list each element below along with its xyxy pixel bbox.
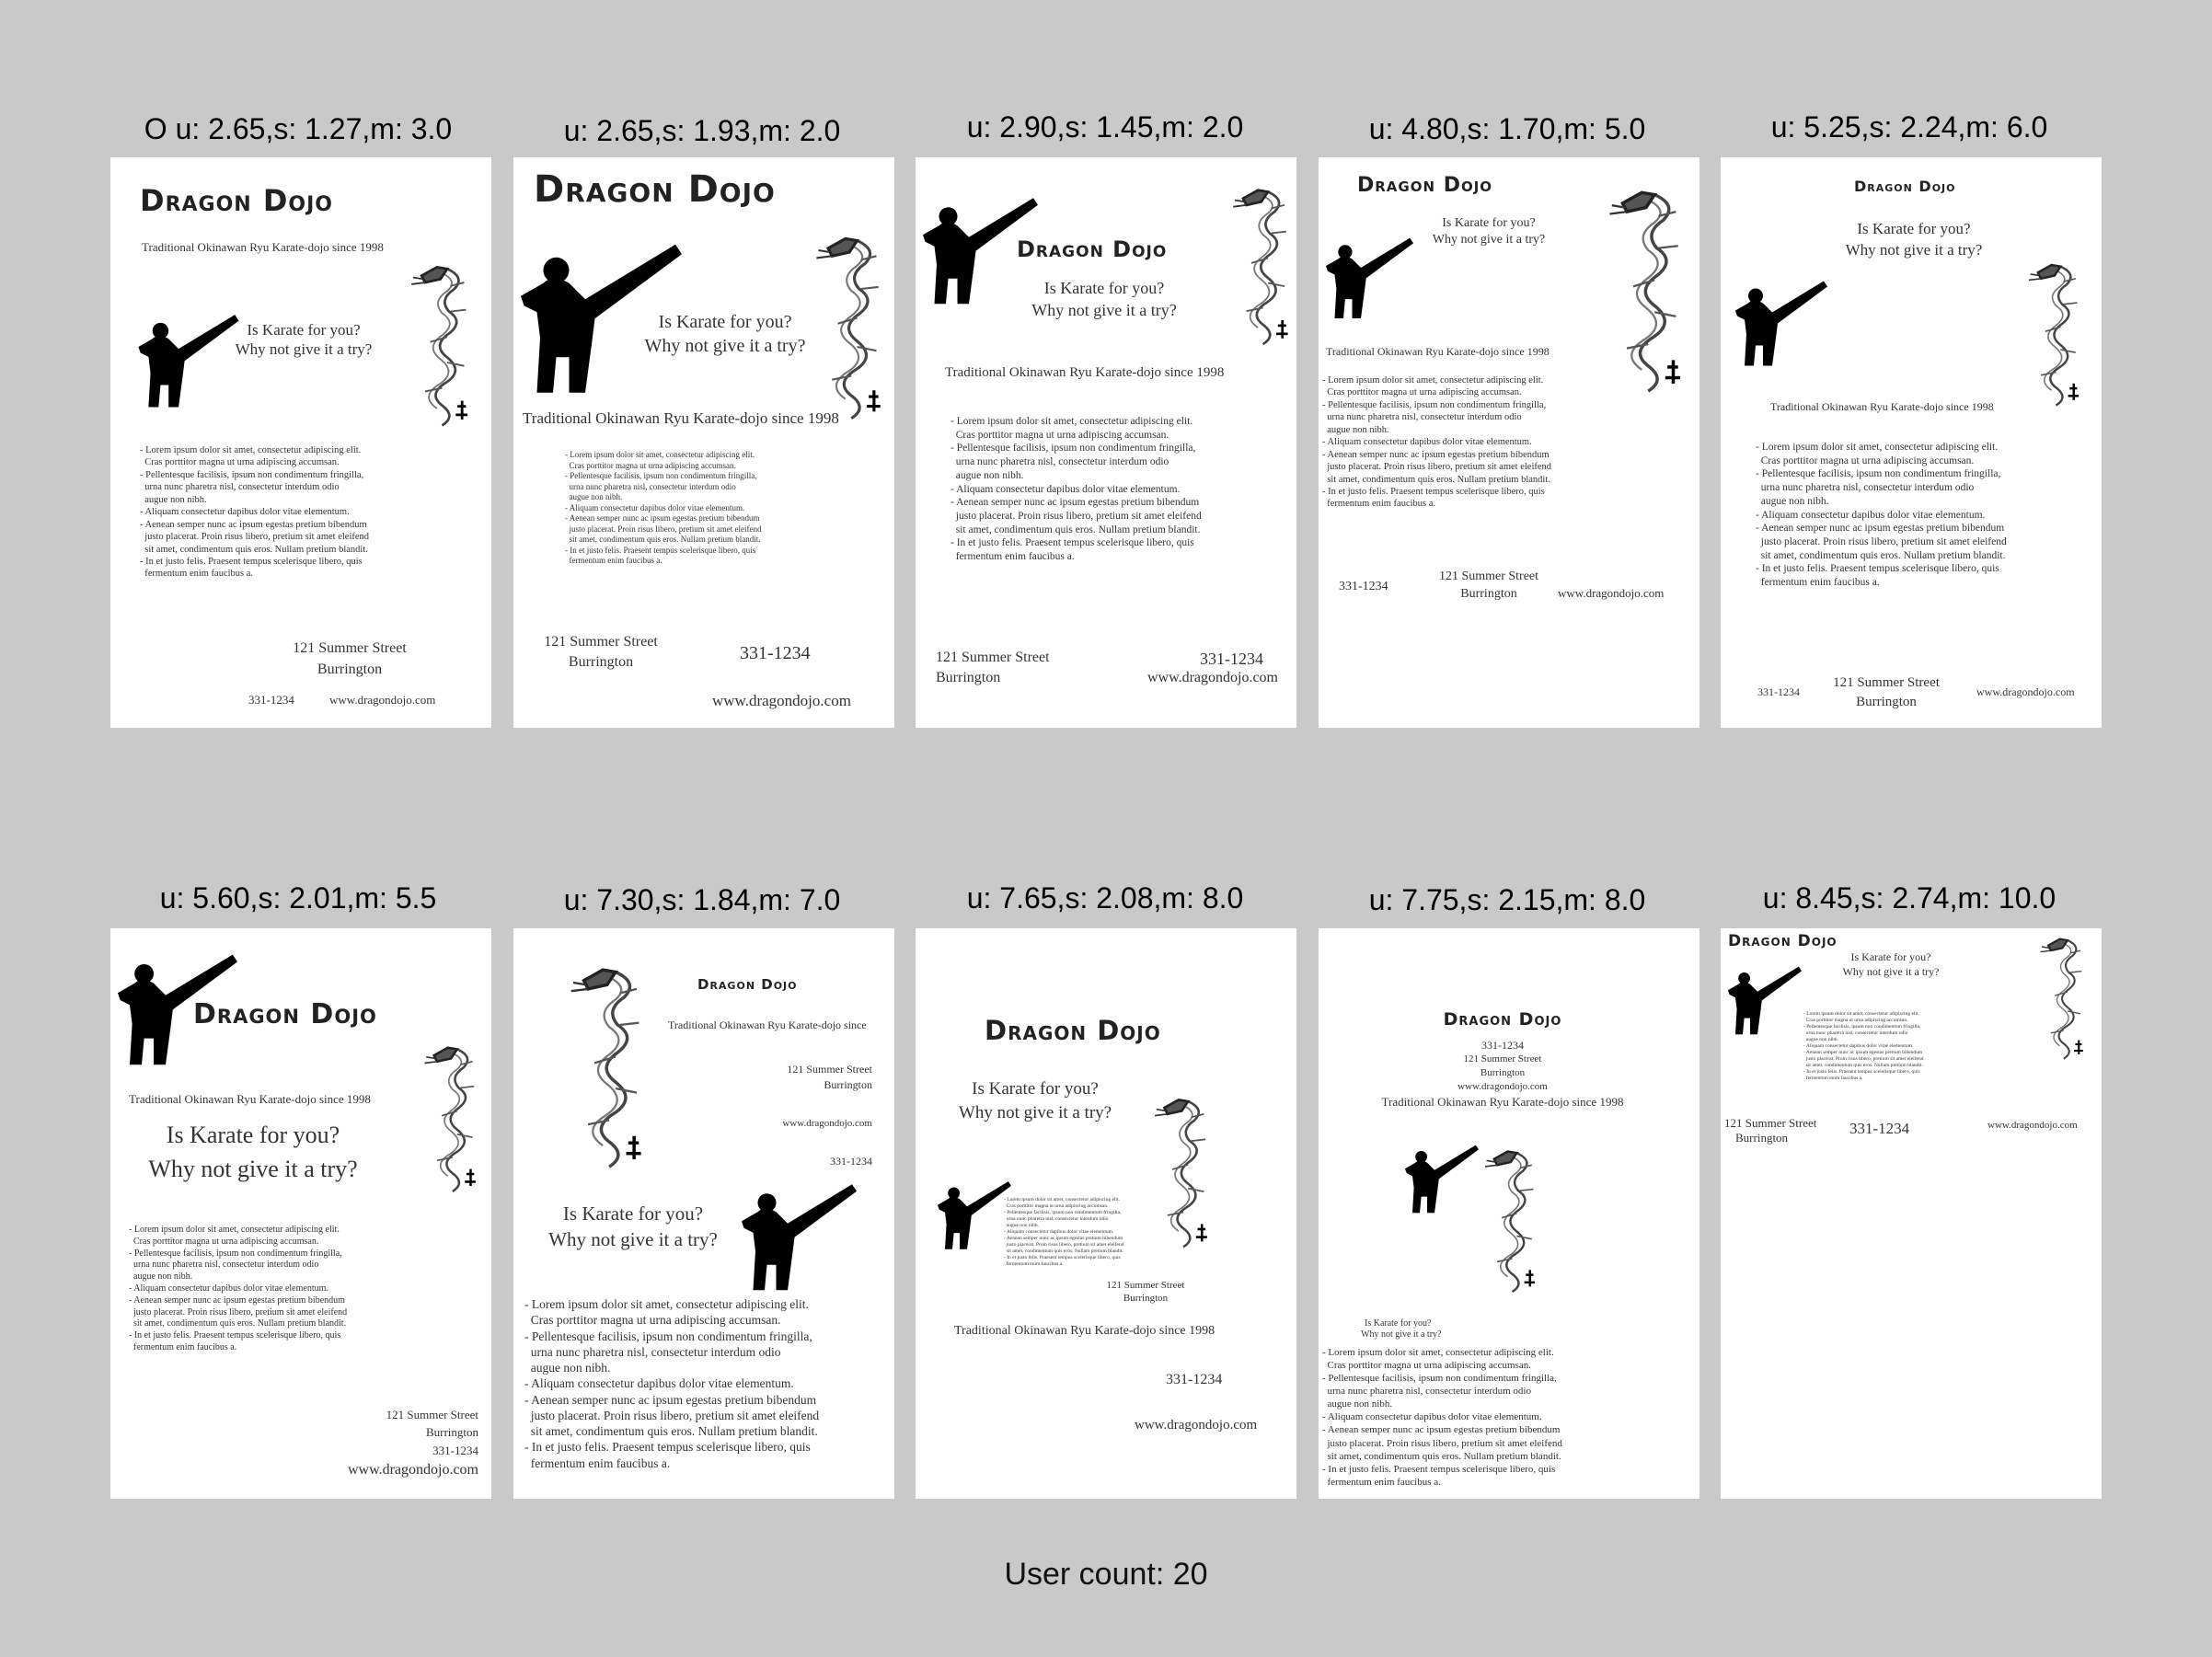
question-line-1: Is Karate for you? [1442, 216, 1536, 230]
question-line-2: Why not give it a try? [1845, 241, 1983, 259]
poster-card[interactable] [916, 928, 1296, 1499]
logo-text: Dragon Dojo [697, 976, 798, 993]
logo-text: Dragon Dojo [1443, 1009, 1562, 1030]
poster-caption: u: 7.65,s: 2.08,m: 8.0 [966, 881, 1244, 915]
city: Burrington [1735, 1131, 1789, 1145]
website[interactable]: www.dragondojo.com [712, 692, 851, 709]
question-line-1: Is Karate for you? [1365, 1318, 1432, 1329]
poster-caption: O u: 2.65,s: 1.27,m: 3.0 [144, 112, 453, 145]
city: Burrington [1480, 1067, 1526, 1078]
dragon-illustration-icon [2017, 934, 2092, 1063]
website[interactable]: www.dragondojo.com [1146, 670, 1278, 685]
logo-text: Dragon Dojo [193, 998, 377, 1030]
poster-caption: u: 7.75,s: 2.15,m: 8.0 [1368, 883, 1646, 916]
logo-text: Dragon Dojo [534, 168, 776, 211]
question-line-1: Is Karate for you? [166, 1122, 340, 1148]
body-text: - Lorem ipsum dolor sit amet, consectetur adipiscing elit. Cras porttitor magna ut urna adipiscing accumsan. - Pellentesque facilisis, ipsum non condimentum fringilla, urna nunc pharetra nisl, consectetur interdum odio augue non nibh. - Aliquam consectetur dapibus dolor vitae elementum. - Aenean semper nunc ac ipsum egestas pretium bibendum justo placerat. Proin risus libero, pretium sit amet eleifend sit amet, condimentum quis eros. Nullam pretium blandit. - In et justo felis. Praesent tempus scelerisque libero, quis fermentum enim faucibus a. [1322, 1347, 1562, 1488]
logo-text: Dragon Dojo [1357, 174, 1493, 197]
tagline: Traditional Okinawan Ryu Karate-dojo since 1998 [523, 409, 839, 427]
dragon-illustration-icon [2008, 259, 2083, 410]
street-address: 121 Summer Street [1724, 1116, 1817, 1130]
logo-text: Dragon Dojo [985, 1015, 1161, 1046]
poster-card[interactable] [1319, 157, 1699, 728]
poster-caption: u: 2.90,s: 1.45,m: 2.0 [966, 110, 1244, 144]
question-line-1: Is Karate for you? [247, 321, 361, 339]
poster-caption: u: 5.60,s: 2.01,m: 5.5 [159, 881, 437, 915]
tagline: Traditional Okinawan Ryu Karate-dojo since 1998 [1381, 1095, 1624, 1109]
poster-caption: u: 2.65,s: 1.93,m: 2.0 [563, 114, 841, 147]
tagline: Traditional Okinawan Ryu Karate-dojo since 1998 [129, 1092, 371, 1106]
phone: 331-1234 [1166, 1372, 1223, 1387]
tagline: Traditional Okinawan Ryu Karate-dojo since 1998 [1770, 400, 1994, 413]
street-address: 121 Summer Street [936, 650, 1050, 665]
street-address: 121 Summer Street [293, 640, 407, 656]
karate-kick-silhouette-icon [1326, 227, 1413, 324]
body-text: - Lorem ipsum dolor sit amet, consectetur adipiscing elit. Cras porttitor magna ut urna adipiscing accumsan. - Pellentesque facilisis, ipsum non condimentum fringilla, urna nunc pharetra nisl, consectetur interdum odio augue non nibh. - Aliquam consectetur dapibus dolor vitae elementum. - Aenean semper nunc ac ipsum egestas pretium bibendum justo placerat. Proin risus libero, pretium sit amet eleifend sit amet, condimentum quis eros. Nullam pretium blandit. - In et justo felis. Praesent tempus scelerisque libero, quis fermentum enim faucibus a. [950, 416, 1202, 563]
question-line-2: Why not give it a try? [548, 1228, 718, 1250]
website[interactable]: www.dragondojo.com [347, 1462, 478, 1478]
poster-card[interactable] [110, 157, 491, 728]
street-address: 121 Summer Street [1106, 1280, 1185, 1291]
dragon-illustration-icon [541, 961, 648, 1173]
street-address: 121 Summer Street [1833, 675, 1940, 690]
question-line-2: Why not give it a try? [1031, 301, 1177, 319]
phone: 331-1234 [248, 693, 294, 707]
poster-card[interactable] [1721, 157, 2102, 728]
city: Burrington [824, 1078, 872, 1091]
poster-caption: u: 5.25,s: 2.24,m: 6.0 [1770, 110, 2048, 144]
city: Burrington [425, 1425, 478, 1439]
poster-card[interactable] [110, 928, 491, 1499]
city: Burrington [568, 654, 634, 670]
phone: 331-1234 [432, 1444, 478, 1457]
street-address: 121 Summer Street [1463, 1053, 1542, 1064]
body-text: - Lorem ipsum dolor sit amet, consectetur adipiscing elit. Cras porttitor magna ut urna adipiscing accumsan. - Pellentesque facilisis, ipsum non condimentum fringilla, urna nunc pharetra nisl, consectetur interdum odio augue non nibh. - Aliquam consectetur dapibus dolor vitae elementum. - Aenean semper nunc ac ipsum egestas pretium bibendum justo placerat. Proin risus libero, pretium sit amet eleifend sit amet, condimentum quis eros. Nullam pretium blandit. - In et justo felis. Praesent tempus scelerisque libero, quis fermentum enim faucibus a. [1322, 375, 1552, 510]
dragon-illustration-icon [1464, 1138, 1539, 1304]
phone: 331-1234 [1849, 1120, 1910, 1137]
question-line-2: Why not give it a try? [235, 340, 373, 358]
dragon-illustration-icon [1580, 176, 1687, 406]
question-line-2: Why not give it a try? [958, 1103, 1112, 1122]
poster-caption: u: 8.45,s: 2.74,m: 10.0 [1762, 881, 2056, 915]
body-text: - Lorem ipsum dolor sit amet, consectetur adipiscing elit. Cras porttitor magna ut urna adipiscing accumsan. - Pellentesque facilisis, ipsum non condimentum fringilla, urna nunc pharetra nisl, consectetur interdum odio augue non nibh. - Aliquam consectetur dapibus dolor vitae elementum. - Aenean semper nunc ac ipsum egestas pretium bibendum justo placerat. Proin risus libero, pretium sit amet eleifend sit amet, condimentum quis eros. Nullam pretium blandit. - In et justo felis. Praesent tempus scelerisque libero, quis fermentum enim faucibus a. [1756, 442, 2007, 589]
poster-card[interactable] [916, 157, 1296, 728]
question-line-1: Is Karate for you? [972, 1079, 1099, 1099]
website[interactable]: www.dragondojo.com [1976, 685, 2075, 698]
city: Burrington [317, 662, 383, 677]
website[interactable]: www.dragondojo.com [1987, 1120, 2078, 1131]
city: Burrington [1856, 695, 1917, 709]
question-line-2: Why not give it a try? [644, 336, 806, 356]
question-line-2: Why not give it a try? [1842, 965, 1940, 978]
phone: 331-1234 [1339, 580, 1388, 593]
poster-card[interactable] [1319, 928, 1699, 1499]
body-text: - Lorem ipsum dolor sit amet, consectetur adipiscing elit. Cras porttitor magna ut urna adipiscing accumsan. - Pellentesque facilisis, ipsum non condimentum fringilla, urna nunc pharetra nisl, consectetur interdum odio augue non nibh. - Aliquam consectetur dapibus dolor vitae elementum. - Aenean semper nunc ac ipsum egestas pretium bibendum justo placerat. Proin risus libero, pretium sit amet eleifend sit amet, condimentum quis eros. Nullam pretium blandit. - In et justo felis. Praesent tempus scelerisque libero, quis fermentum enim faucibus a. [129, 1225, 348, 1352]
question-line-1: Is Karate for you? [1850, 950, 1931, 963]
karate-kick-silhouette-icon [1728, 956, 1802, 1041]
tagline: Traditional Okinawan Ryu Karate-dojo since 1998 [1326, 345, 1550, 358]
street-address: 121 Summer Street [787, 1063, 872, 1076]
question-line-2: Why not give it a try? [1361, 1329, 1442, 1340]
tagline: Traditional Okinawan Ryu Karate-dojo since 1998 [954, 1324, 1215, 1338]
tagline: Traditional Okinawan Ryu Karate-dojo since 1998 [142, 240, 384, 254]
poster-card[interactable] [513, 928, 894, 1499]
question-line-1: Is Karate for you? [1043, 279, 1165, 297]
phone: 331-1234 [740, 643, 811, 663]
poster-card[interactable] [513, 157, 894, 728]
city: Burrington [1460, 587, 1517, 601]
dragon-illustration-icon [1210, 181, 1293, 351]
dragon-illustration-icon [1133, 1092, 1212, 1253]
website[interactable]: www.dragondojo.com [782, 1118, 872, 1129]
poster-caption: u: 4.80,s: 1.70,m: 5.0 [1368, 112, 1646, 145]
city: Burrington [936, 670, 1001, 685]
street-address: 121 Summer Street [386, 1408, 478, 1421]
logo-text: Dragon Dojo [1728, 932, 1838, 950]
body-text: - Lorem ipsum dolor sit amet, consectetur adipiscing elit. Cras porttitor magna ut urna adipiscing accumsan. - Pellentesque facilisis, ipsum non condimentum fringilla, urna nunc pharetra nisl, consectetur interdum odio augue non nibh. - Aliquam consectetur dapibus dolor vitae elementum. - Aenean semper nunc ac ipsum egestas pretium bibendum justo placerat. Proin risus libero, pretium sit amet eleifend sit amet, condimentum quis eros. Nullam pretium blandit. - In et justo felis. Praesent tempus scelerisque libero, quis fermentum enim faucibus a. [140, 445, 370, 580]
question-line-1: Is Karate for you? [562, 1202, 704, 1225]
logo-text: Dragon Dojo [1854, 178, 1956, 195]
website[interactable]: www.dragondojo.com [1457, 1081, 1548, 1092]
poster-caption: u: 7.30,s: 1.84,m: 7.0 [563, 883, 841, 916]
body-text: - Lorem ipsum dolor sit amet, consectetur adipiscing elit. Cras porttitor magna ut urna adipiscing accumsan. - Pellentesque facilisis, ipsum non condimentum fringilla, urna nunc pharetra nisl, consectetur interdum odio augue non nibh. - Aliquam consectetur dapibus dolor vitae elementum. - Aenean semper nunc ac ipsum egestas pretium bibendum justo placerat. Proin risus libero, pretium sit amet eleifend sit amet, condimentum quis eros. Nullam pretium blandit. - In et justo felis. Praesent tempus scelerisque libero, quis fermentum enim faucibus a. [1004, 1197, 1124, 1268]
body-text: - Lorem ipsum dolor sit amet, consectetur adipiscing elit. Cras porttitor magna ut urna adipiscing accumsan. - Pellentesque facilisis, ipsum non condimentum fringilla, urna nunc pharetra nisl, consectetur interdum odio augue non nibh. - Aliquam consectetur dapibus dolor vitae elementum. - Aenean semper nunc ac ipsum egestas pretium bibendum justo placerat. Proin risus libero, pretium sit amet eleifend sit amet, condimentum quis eros. Nullam pretium blandit. - In et justo felis. Praesent tempus scelerisque libero, quis fermentum enim faucibus a. [565, 450, 762, 566]
body-text: - Lorem ipsum dolor sit amet, consectetur adipiscing elit. Cras porttitor magna ut urna adipiscing accumsan. - Pellentesque facilisis, ipsum non condimentum fringilla, urna nunc pharetra nisl, consectetur interdum odio augue non nibh. - Aliquam consectetur dapibus dolor vitae elementum. - Aenean semper nunc ac ipsum egestas pretium bibendum justo placerat. Proin risus libero, pretium sit amet eleifend sit amet, condimentum quis eros. Nullam pretium blandit. - In et justo felis. Praesent tempus scelerisque libero, quis fermentum enim faucibus a. [1803, 1011, 1924, 1082]
question-line-1: Is Karate for you? [658, 312, 792, 332]
dragon-illustration-icon [403, 1041, 480, 1197]
poster-card[interactable] [1721, 928, 2102, 1499]
street-address: 121 Summer Street [544, 634, 658, 650]
karate-kick-silhouette-icon [138, 303, 239, 413]
street-address: 121 Summer Street [1438, 570, 1539, 583]
karate-kick-silhouette-icon [1735, 268, 1827, 374]
phone: 331-1234 [1200, 650, 1263, 668]
phone: 331-1234 [1757, 685, 1800, 698]
karate-kick-silhouette-icon [742, 1169, 857, 1298]
city: Burrington [1123, 1293, 1169, 1304]
question-line-2: Why not give it a try? [148, 1156, 358, 1182]
question-line-2: Why not give it a try? [1432, 233, 1546, 247]
website[interactable]: www.dragondojo.com [1135, 1418, 1258, 1433]
question-line-1: Is Karate for you? [1857, 220, 1971, 237]
website[interactable]: www.dragondojo.com [329, 693, 436, 707]
website[interactable]: www.dragondojo.com [1558, 586, 1665, 600]
phone: 331-1234 [1481, 1039, 1524, 1052]
tagline: Traditional Okinawan Ryu Karate-dojo since [668, 1018, 867, 1031]
body-text: - Lorem ipsum dolor sit amet, consectetur adipiscing elit. Cras porttitor magna ut urna adipiscing accumsan. - Pellentesque facilisis, ipsum non condimentum fringilla, urna nunc pharetra nisl, consectetur interdum odio augue non nibh. - Aliquam consectetur dapibus dolor vitae elementum. - Aenean semper nunc ac ipsum egestas pretium bibendum justo placerat. Proin risus libero, pretium sit amet eleifend sit amet, condimentum quis eros. Nullam pretium blandit. - In et justo felis. Praesent tempus scelerisque libero, quis fermentum enim faucibus a. [524, 1297, 820, 1470]
user-count-label: User count: 20 [1004, 1557, 1208, 1592]
phone: 331-1234 [830, 1155, 872, 1168]
karate-kick-silhouette-icon [938, 1169, 1011, 1257]
logo-text: Dragon Dojo [1017, 236, 1168, 262]
logo-text: Dragon Dojo [140, 183, 333, 218]
tagline: Traditional Okinawan Ryu Karate-dojo since 1998 [945, 365, 1225, 380]
dragon-illustration-icon [386, 260, 474, 431]
